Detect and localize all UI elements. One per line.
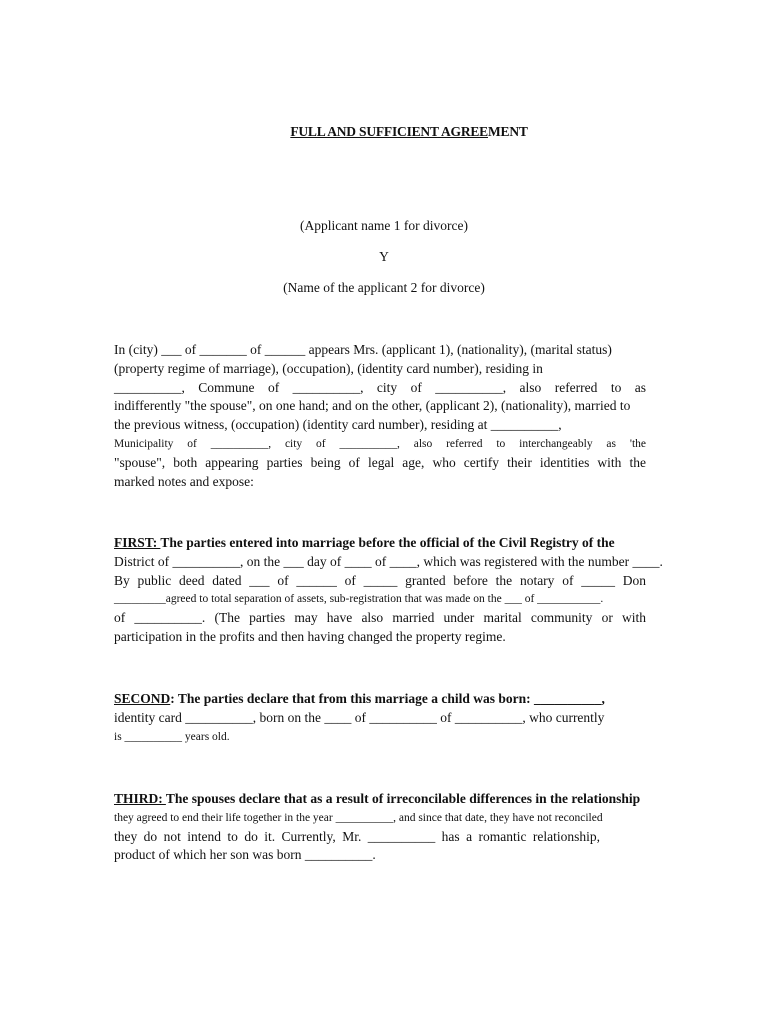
first-clause-line: _________agreed to total separation of assets, sub-registration that was made on the ___ of ___________. <box>114 593 604 606</box>
first-clause-heading <box>114 534 646 553</box>
second-clause-heading <box>114 690 646 709</box>
second-clause-line: identity card __________, born on the ____ of __________ of __________, who currently <box>114 709 605 725</box>
first-clause-label: FIRST: <box>114 535 161 550</box>
intro-line: (property regime of marriage), (occupation), (identity card number), residing in <box>114 360 543 376</box>
parties-connector: Y <box>379 249 389 264</box>
first-clause-line: participation in the profits and then having changed the property regime. <box>114 628 506 644</box>
second-clause-line: is __________ years old. <box>114 730 230 743</box>
intro-line: In (city) ___ of _______ of ______ appears Mrs. (applicant 1), (nationality), (marital status) <box>114 342 612 357</box>
third-clause-label: THIRD: <box>114 791 166 806</box>
title-underlined-part: FULL AND SUFFICIENT AGREE <box>290 124 488 139</box>
third-clause-heading-text: The spouses declare that as a result of irreconcilable differences in the relationship <box>165 791 641 806</box>
intro-line: Municipality of __________, city of __________, also referred to interchangeably as 'the <box>114 437 646 450</box>
title-rest-part: MENT <box>487 124 528 139</box>
second-clause-heading-text: : The parties declare that from this marriage a child was born: __________, <box>170 691 605 706</box>
intro-paragraph <box>114 341 646 491</box>
second-clause <box>114 690 646 746</box>
third-clause <box>114 790 646 865</box>
third-clause-line: they do not intend to do it. Currently, Mr. __________ has a romantic relationship, <box>114 828 600 844</box>
third-clause-heading <box>114 790 646 809</box>
intro-line: the previous witness, (occupation) (identity card number), residing at __________, <box>114 417 562 433</box>
intro-line: __________, Commune of __________, city of __________, also referred to as <box>114 379 646 395</box>
applicant-2-name: (Name of the applicant 2 for divorce) <box>283 280 485 295</box>
intro-line: indifferently "the spouse", on one hand; and on the other, (applicant 2), (nationality), married to <box>114 398 631 414</box>
document-title <box>0 124 768 140</box>
intro-line: "spouse", both appearing parties being of legal age, who certify their identities with the <box>114 454 646 470</box>
first-clause <box>114 534 663 647</box>
second-clause-label: SECOND <box>114 691 171 706</box>
applicant-1-name: (Applicant name 1 for divorce) <box>300 218 468 233</box>
first-clause-line: of __________. (The parties may have also married under marital community or with <box>114 610 646 626</box>
intro-line: marked notes and expose: <box>114 473 254 489</box>
first-clause-heading-text: The parties entered into marriage before the official of the Civil Registry of the <box>160 535 615 550</box>
third-clause-line: they agreed to end their life together in the year __________, and since that date, they have not reconciled <box>114 811 603 824</box>
third-clause-line: product of which her son was born __________. <box>114 847 376 863</box>
first-clause-line: By public deed dated ___ of ______ of _____ granted before the notary of _____ Don <box>114 572 646 588</box>
first-clause-line: District of __________, on the ___ day of ____ of ____, which was registered with the number ____. <box>114 553 663 569</box>
